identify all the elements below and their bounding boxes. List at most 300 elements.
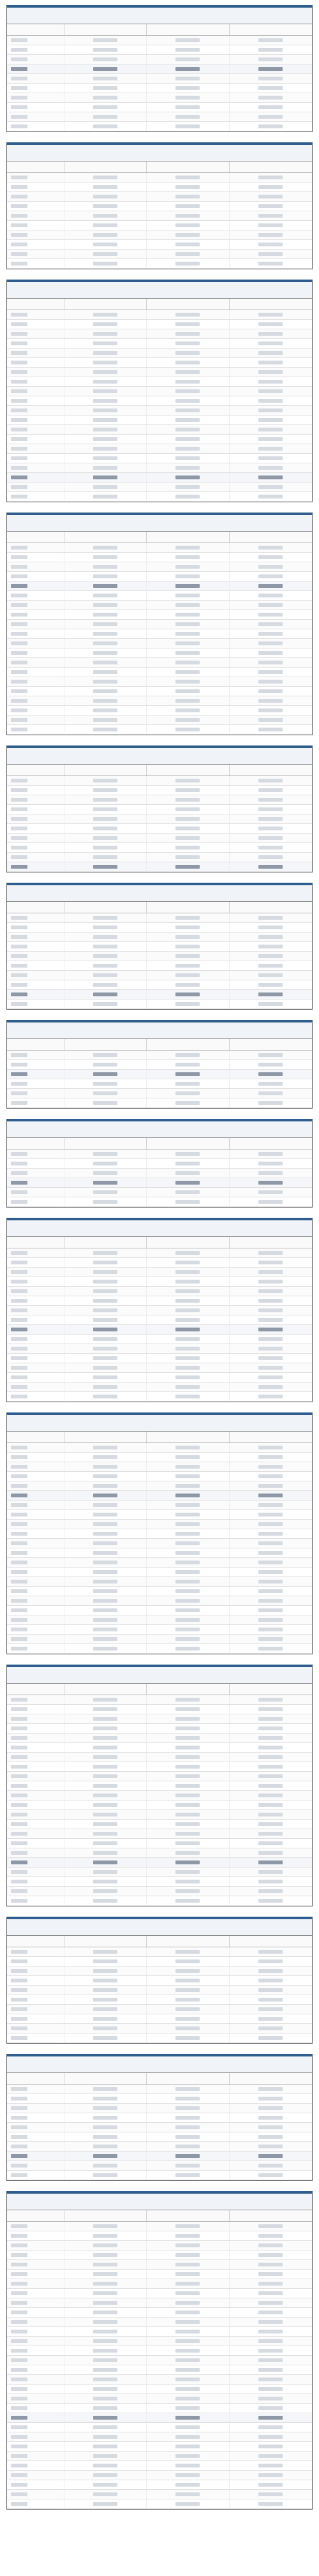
table-cell (7, 103, 64, 112)
table-row (7, 658, 312, 668)
table-cell (64, 1695, 147, 1704)
cell-value-placeholder (175, 1988, 200, 1992)
table-cell (147, 990, 229, 999)
table-row (7, 1577, 312, 1587)
table-cell (230, 2394, 312, 2403)
cell-value-placeholder (11, 48, 27, 52)
table-cell (230, 1548, 312, 1557)
cell-value-placeholder (93, 1337, 117, 1341)
cell-value-placeholder (11, 1072, 27, 1076)
cell-value-placeholder (11, 651, 27, 655)
cell-value-placeholder (258, 1698, 283, 1702)
table-cell (7, 2113, 64, 2122)
cell-value-placeholder (258, 2320, 283, 2324)
table-cell (147, 377, 229, 386)
cell-value-placeholder (11, 495, 27, 498)
table-cell (147, 435, 229, 444)
cell-value-placeholder (93, 2135, 117, 2139)
table-row (7, 2024, 312, 2033)
cell-value-placeholder (258, 1998, 283, 2002)
cell-value-placeholder (175, 1736, 200, 1740)
cell-value-placeholder (11, 1765, 27, 1769)
cell-value-placeholder (258, 1190, 283, 1194)
cell-value-placeholder (175, 1698, 200, 1702)
table-row (7, 1248, 312, 1258)
table-cell (230, 64, 312, 73)
cell-value-placeholder (11, 2339, 27, 2343)
table-cell (64, 1335, 147, 1344)
table-row (7, 610, 312, 620)
table-row (7, 1810, 312, 1820)
table-cell (64, 1587, 147, 1596)
cell-value-placeholder (11, 992, 27, 996)
table-cell (230, 1070, 312, 1079)
table-row (7, 1382, 312, 1392)
cell-value-placeholder (258, 1736, 283, 1740)
table-cell (147, 112, 229, 121)
table-cell (7, 1354, 64, 1363)
table-cell (147, 639, 229, 648)
table-row (7, 74, 312, 84)
cell-value-placeholder (93, 728, 117, 731)
cell-value-placeholder (175, 408, 200, 412)
table-cell (230, 862, 312, 871)
table-cell (64, 1306, 147, 1315)
cell-value-placeholder (258, 418, 283, 422)
table-cell (7, 492, 64, 501)
column-header (230, 532, 312, 543)
table-cell (64, 358, 147, 367)
cell-value-placeholder (11, 1570, 27, 1574)
table-row (7, 2161, 312, 2171)
cell-value-placeholder (175, 223, 200, 227)
table-row (7, 1635, 312, 1644)
table-row (7, 55, 312, 64)
table-row (7, 1188, 312, 1197)
table-cell (64, 1772, 147, 1781)
cell-value-placeholder (258, 1637, 283, 1641)
table-cell (230, 1877, 312, 1886)
timetable-header-row (7, 1432, 312, 1443)
cell-value-placeholder (11, 1861, 27, 1864)
cell-value-placeholder (11, 105, 27, 109)
cell-value-placeholder (11, 973, 27, 977)
cell-value-placeholder (93, 1366, 117, 1370)
cell-value-placeholder (175, 1200, 200, 1204)
table-cell (230, 658, 312, 667)
table-cell (230, 406, 312, 415)
column-header (230, 1237, 312, 1248)
cell-value-placeholder (93, 925, 117, 929)
cell-value-placeholder (11, 855, 27, 859)
timetable-header-row (7, 299, 312, 310)
cell-value-placeholder (11, 418, 27, 422)
cell-value-placeholder (11, 1308, 27, 1312)
timetable (6, 2191, 313, 2510)
cell-value-placeholder (11, 1385, 27, 1389)
table-cell (230, 1829, 312, 1838)
cell-value-placeholder (11, 1299, 27, 1303)
table-cell (147, 610, 229, 619)
cell-value-placeholder (175, 2135, 200, 2139)
table-cell (7, 1070, 64, 1079)
cell-value-placeholder (258, 622, 283, 626)
cell-value-placeholder (175, 2036, 200, 2040)
cell-value-placeholder (175, 1053, 200, 1057)
table-row (7, 1315, 312, 1325)
table-cell (230, 1443, 312, 1452)
table-cell (147, 1178, 229, 1187)
cell-value-placeholder (258, 680, 283, 684)
table-cell (230, 2123, 312, 2132)
cell-value-placeholder (11, 2017, 27, 2021)
table-cell (7, 2161, 64, 2170)
table-cell (230, 122, 312, 131)
cell-value-placeholder (258, 389, 283, 393)
table-cell (230, 339, 312, 348)
table-cell (7, 581, 64, 590)
table-row (7, 1568, 312, 1577)
cell-value-placeholder (11, 1988, 27, 1992)
cell-value-placeholder (93, 204, 117, 208)
table-cell (230, 572, 312, 581)
table-cell (64, 923, 147, 932)
table-cell (7, 1966, 64, 1975)
table-cell (230, 814, 312, 823)
column-header (230, 1039, 312, 1050)
cell-value-placeholder (175, 466, 200, 470)
cell-value-placeholder (93, 1755, 117, 1759)
cell-value-placeholder (11, 1328, 27, 1331)
table-cell (64, 562, 147, 571)
cell-value-placeholder (93, 954, 117, 958)
table-row (7, 1098, 312, 1108)
cell-value-placeholder (11, 1053, 27, 1057)
cell-value-placeholder (11, 699, 27, 703)
table-cell (147, 1596, 229, 1605)
table-cell (7, 1315, 64, 1324)
table-cell (7, 1743, 64, 1752)
table-cell (7, 310, 64, 319)
cell-value-placeholder (93, 1347, 117, 1351)
table-cell (7, 221, 64, 230)
table-cell (7, 84, 64, 93)
table-cell (7, 1753, 64, 1762)
table-cell (7, 1791, 64, 1800)
table-cell (64, 2318, 147, 2326)
cell-value-placeholder (175, 1356, 200, 1360)
cell-value-placeholder (258, 495, 283, 498)
table-cell (7, 1051, 64, 1060)
cell-value-placeholder (258, 1813, 283, 1816)
cell-value-placeholder (258, 2406, 283, 2410)
table-cell (147, 1801, 229, 1809)
table-row (7, 1695, 312, 1705)
column-header (147, 1237, 229, 1248)
cell-value-placeholder (11, 195, 27, 198)
cell-value-placeholder (258, 2397, 283, 2400)
cell-value-placeholder (175, 1484, 200, 1488)
timetable (6, 1665, 313, 1906)
table-cell (64, 942, 147, 951)
cell-value-placeholder (93, 2234, 117, 2238)
table-cell (147, 1820, 229, 1829)
table-cell (147, 1089, 229, 1098)
table-cell (64, 1568, 147, 1576)
cell-value-placeholder (175, 728, 200, 731)
cell-value-placeholder (93, 992, 117, 996)
table-cell (147, 2113, 229, 2122)
cell-value-placeholder (258, 2291, 283, 2295)
table-cell (64, 932, 147, 941)
cell-value-placeholder (11, 2272, 27, 2276)
table-cell (7, 1596, 64, 1605)
table-cell (7, 1705, 64, 1714)
table-cell (230, 1625, 312, 1634)
cell-value-placeholder (11, 380, 27, 384)
table-cell (7, 562, 64, 571)
table-cell (64, 112, 147, 121)
cell-value-placeholder (11, 2087, 27, 2091)
column-header (230, 161, 312, 172)
table-cell (7, 853, 64, 862)
table-row (7, 2471, 312, 2480)
table-row (7, 310, 312, 320)
cell-value-placeholder (258, 788, 283, 792)
cell-value-placeholder (11, 223, 27, 227)
table-cell (147, 483, 229, 491)
cell-value-placeholder (258, 1328, 283, 1331)
table-cell (64, 610, 147, 619)
table-cell (147, 1149, 229, 1158)
table-cell (64, 862, 147, 871)
table-cell (230, 2346, 312, 2355)
cell-value-placeholder (93, 2464, 117, 2467)
table-cell (147, 103, 229, 112)
table-cell (64, 1829, 147, 1838)
cell-value-placeholder (93, 1765, 117, 1769)
cell-value-placeholder (93, 2154, 117, 2158)
table-cell (7, 1169, 64, 1178)
table-cell (230, 492, 312, 501)
table-cell (64, 2298, 147, 2307)
table-row (7, 416, 312, 425)
cell-value-placeholder (258, 351, 283, 355)
cell-value-placeholder (11, 1455, 27, 1459)
cell-value-placeholder (258, 546, 283, 550)
table-cell (64, 1481, 147, 1490)
cell-value-placeholder (175, 1813, 200, 1816)
cell-value-placeholder (258, 1803, 283, 1807)
cell-value-placeholder (11, 2154, 27, 2158)
cell-value-placeholder (258, 1822, 283, 1826)
table-cell (230, 1354, 312, 1363)
cell-value-placeholder (11, 437, 27, 441)
table-cell (7, 2480, 64, 2489)
table-cell (230, 1296, 312, 1305)
cell-value-placeholder (258, 613, 283, 617)
cell-value-placeholder (175, 456, 200, 460)
table-cell (64, 1268, 147, 1277)
cell-value-placeholder (93, 2017, 117, 2021)
cell-value-placeholder (93, 1841, 117, 1845)
table-row (7, 1296, 312, 1306)
cell-value-placeholder (11, 2125, 27, 2129)
table-cell (7, 1335, 64, 1344)
cell-value-placeholder (11, 661, 27, 664)
table-row (7, 2241, 312, 2250)
table-cell (7, 1558, 64, 1567)
table-row (7, 2250, 312, 2260)
table-cell (7, 1868, 64, 1876)
table-cell (147, 1839, 229, 1848)
table-cell (230, 1615, 312, 1624)
cell-value-placeholder (11, 954, 27, 958)
cell-value-placeholder (175, 779, 200, 783)
column-header (147, 161, 229, 172)
cell-value-placeholder (175, 689, 200, 693)
table-row (7, 64, 312, 74)
table-cell (7, 834, 64, 842)
cell-value-placeholder (11, 1366, 27, 1370)
cell-value-placeholder (175, 233, 200, 237)
table-cell (64, 620, 147, 629)
table-cell (64, 1000, 147, 1008)
table-cell (147, 629, 229, 638)
column-header (147, 765, 229, 775)
table-cell (147, 591, 229, 600)
table-cell (147, 2241, 229, 2250)
table-cell (230, 1966, 312, 1975)
table-cell (7, 2298, 64, 2307)
table-cell (230, 2085, 312, 2093)
table-cell (230, 2142, 312, 2151)
cell-value-placeholder (11, 2310, 27, 2314)
cell-value-placeholder (11, 817, 27, 821)
table-cell (147, 776, 229, 785)
cell-value-placeholder (93, 1484, 117, 1488)
cell-value-placeholder (258, 992, 283, 996)
cell-value-placeholder (11, 399, 27, 403)
table-cell (7, 923, 64, 932)
table-row (7, 1051, 312, 1060)
table-cell (7, 543, 64, 552)
table-row (7, 1510, 312, 1520)
table-cell (230, 377, 312, 386)
table-cell (230, 1848, 312, 1857)
table-cell (230, 84, 312, 93)
table-cell (7, 2014, 64, 2023)
cell-value-placeholder (11, 2330, 27, 2333)
cell-value-placeholder (93, 1551, 117, 1555)
table-cell (64, 1615, 147, 1624)
table-row (7, 2094, 312, 2104)
cell-value-placeholder (93, 105, 117, 109)
cell-value-placeholder (258, 399, 283, 403)
cell-value-placeholder (258, 925, 283, 929)
cell-value-placeholder (93, 1063, 117, 1067)
table-cell (147, 853, 229, 862)
table-cell (7, 1491, 64, 1500)
cell-value-placeholder (258, 1356, 283, 1360)
table-cell (230, 1587, 312, 1596)
table-cell (64, 1392, 147, 1401)
cell-value-placeholder (175, 105, 200, 109)
table-cell (64, 1501, 147, 1509)
cell-value-placeholder (258, 2464, 283, 2467)
table-cell (64, 1753, 147, 1762)
column-header (7, 902, 64, 913)
table-cell (230, 1724, 312, 1733)
cell-value-placeholder (93, 1726, 117, 1730)
table-cell (7, 932, 64, 941)
cell-value-placeholder (93, 1474, 117, 1478)
table-cell (230, 396, 312, 405)
cell-value-placeholder (175, 313, 200, 317)
cell-value-placeholder (258, 728, 283, 731)
table-cell (230, 1373, 312, 1382)
table-cell (64, 1098, 147, 1107)
table-cell (230, 1258, 312, 1267)
table-cell (64, 677, 147, 686)
cell-value-placeholder (93, 983, 117, 987)
cell-value-placeholder (258, 2106, 283, 2110)
table-cell (64, 1947, 147, 1956)
table-cell (7, 2308, 64, 2317)
table-cell (7, 1089, 64, 1098)
table-row (7, 776, 312, 786)
cell-value-placeholder (11, 1813, 27, 1816)
cell-value-placeholder (93, 1784, 117, 1788)
cell-value-placeholder (175, 1726, 200, 1730)
table-row (7, 2432, 312, 2442)
table-cell (147, 1296, 229, 1305)
table-row (7, 786, 312, 795)
table-row (7, 2231, 312, 2241)
cell-value-placeholder (11, 1647, 27, 1651)
table-cell (64, 1877, 147, 1886)
table-cell (64, 952, 147, 961)
timetable-header-row (7, 1138, 312, 1149)
table-cell (230, 2298, 312, 2307)
table-row (7, 843, 312, 853)
table-row (7, 696, 312, 706)
table-cell (230, 1995, 312, 2004)
cell-value-placeholder (175, 48, 200, 52)
cell-value-placeholder (258, 836, 283, 840)
table-cell (147, 601, 229, 610)
cell-value-placeholder (258, 1618, 283, 1622)
table-row (7, 221, 312, 230)
table-cell (7, 2289, 64, 2298)
table-cell (64, 2113, 147, 2122)
cell-value-placeholder (258, 1385, 283, 1389)
timetable-header-row (7, 765, 312, 776)
table-cell (147, 2318, 229, 2326)
cell-value-placeholder (258, 2492, 283, 2496)
cell-value-placeholder (11, 2454, 27, 2458)
table-row (7, 387, 312, 396)
cell-value-placeholder (11, 96, 27, 100)
cell-value-placeholder (11, 1551, 27, 1555)
cell-value-placeholder (93, 332, 117, 336)
table-cell (147, 1159, 229, 1168)
table-cell (64, 74, 147, 83)
cell-value-placeholder (175, 2282, 200, 2286)
table-row (7, 202, 312, 211)
cell-value-placeholder (93, 1813, 117, 1816)
table-cell (64, 1539, 147, 1548)
